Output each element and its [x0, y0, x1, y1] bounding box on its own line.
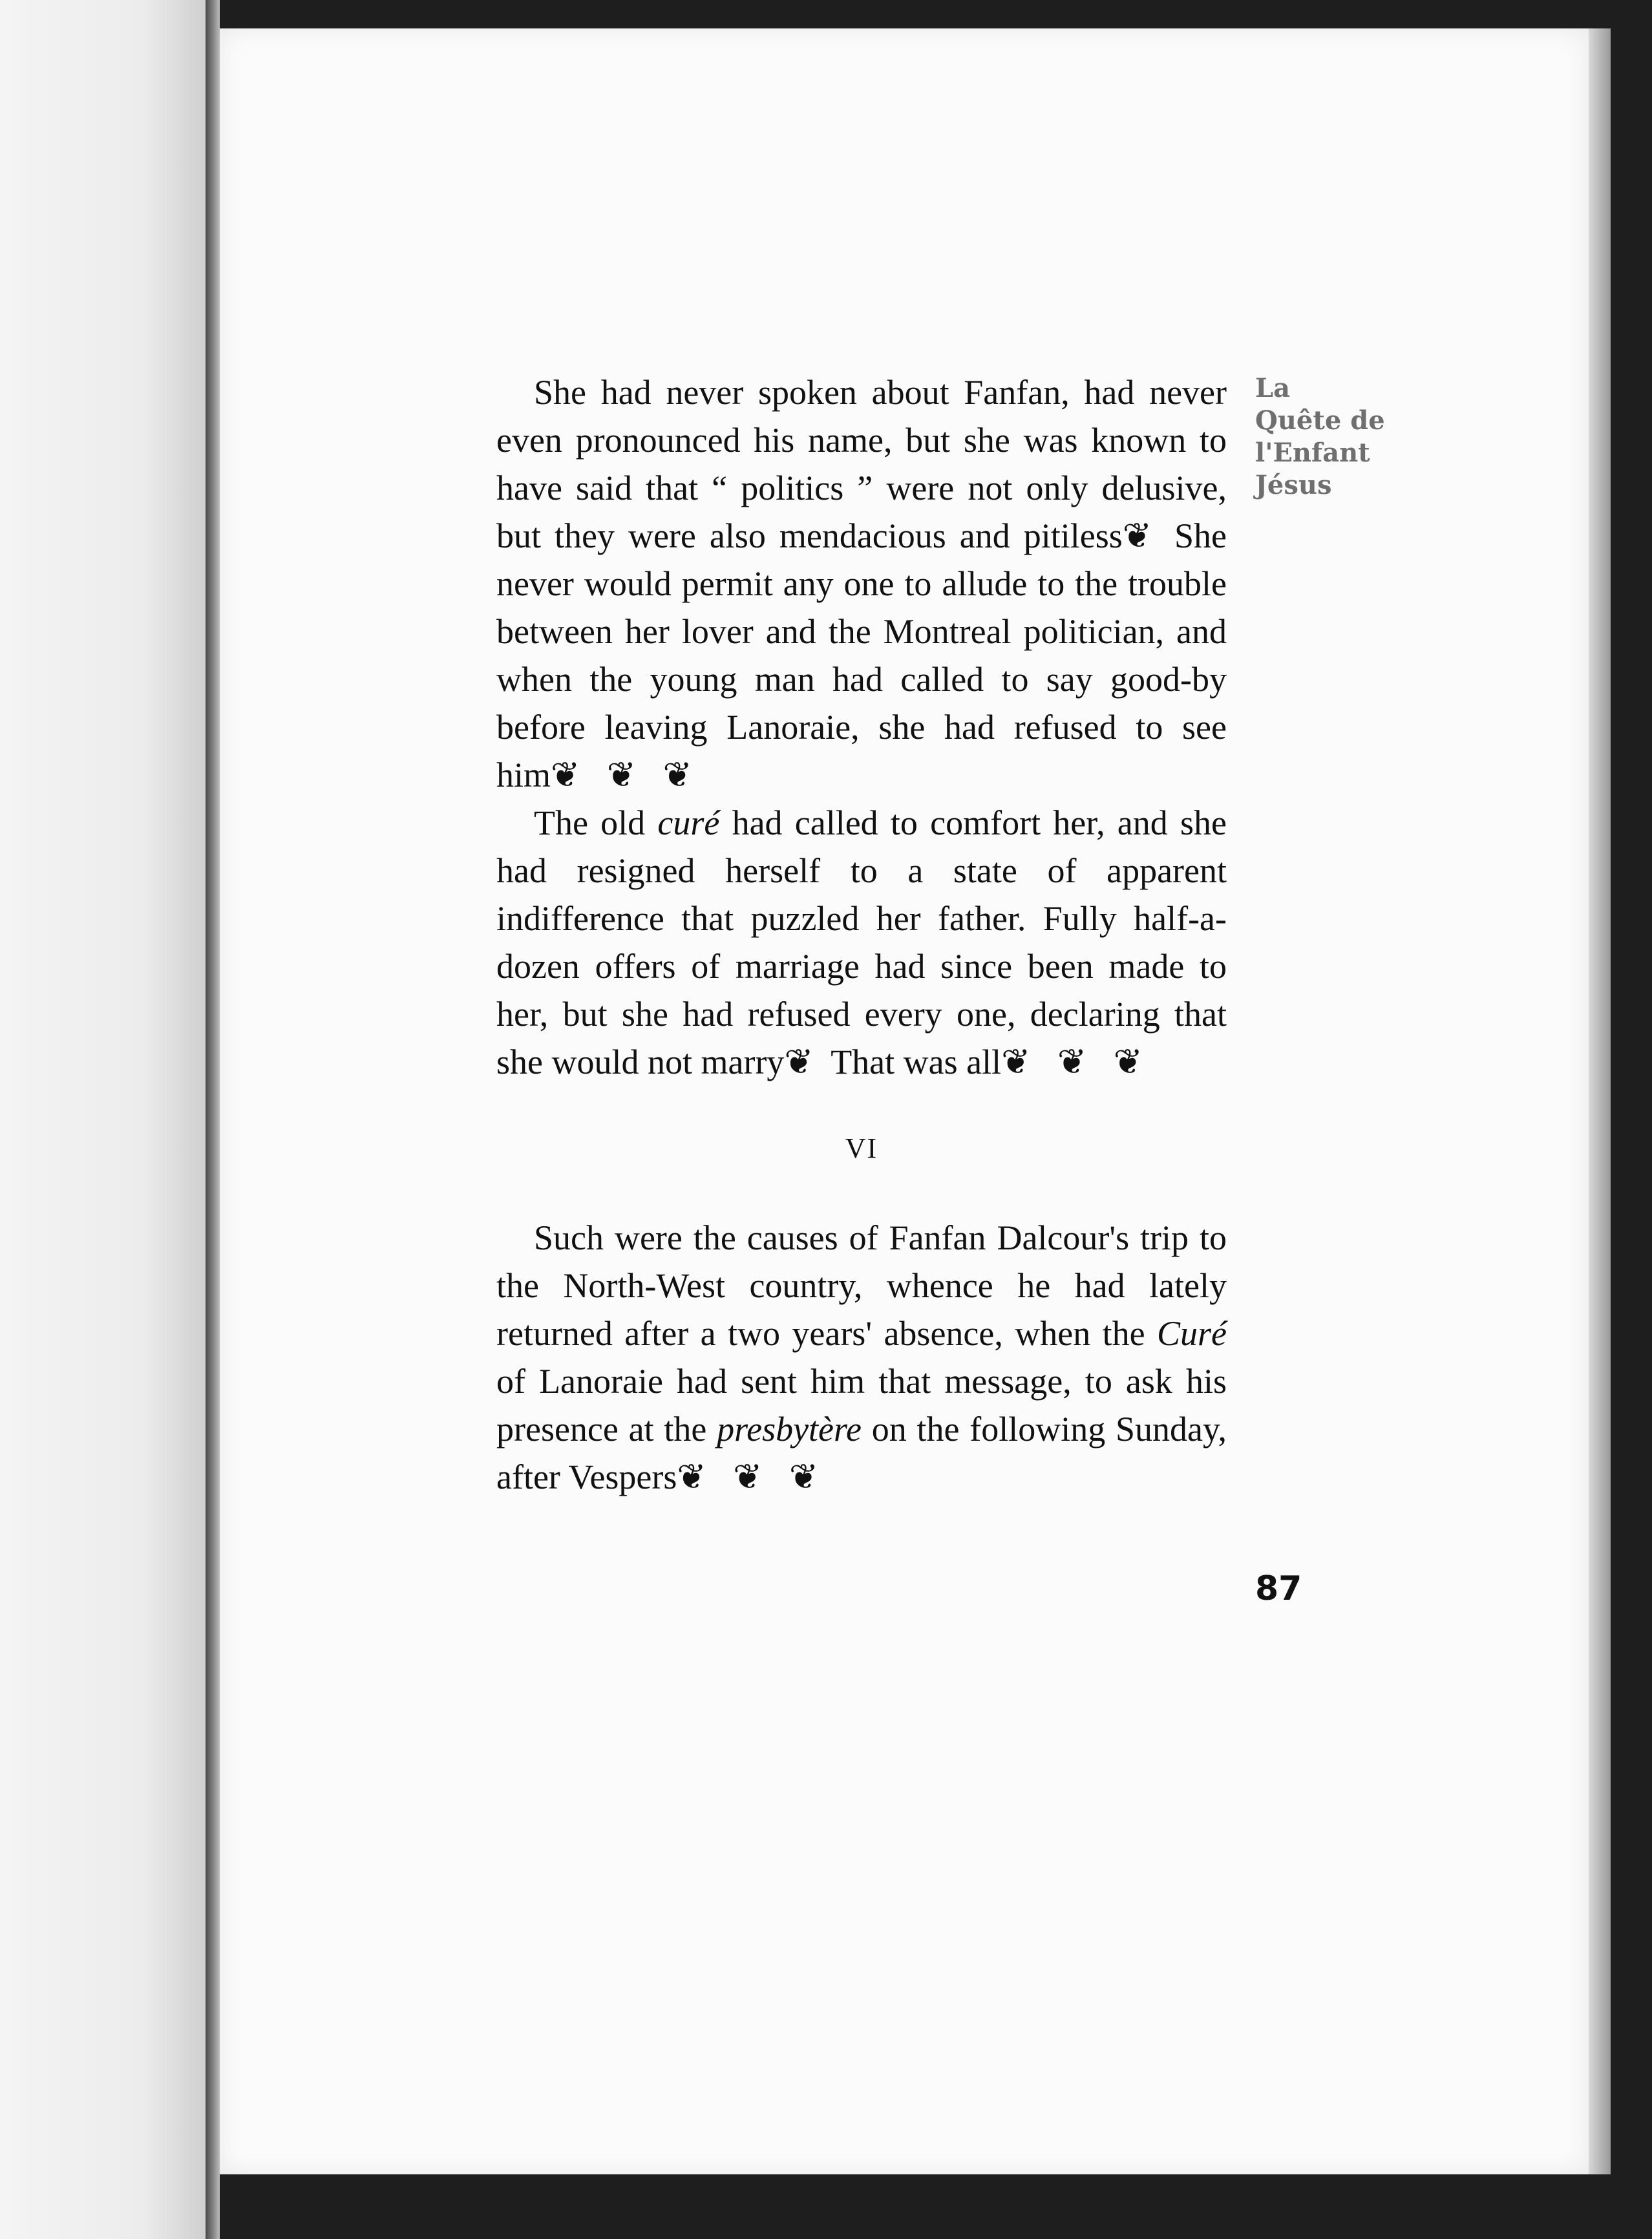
book-gutter — [206, 0, 220, 2239]
running-title-line: Jésus — [1255, 470, 1332, 500]
paragraph-text: The old — [534, 803, 658, 842]
fleuron-icon: ❦ ❦ ❦ — [677, 1458, 828, 1496]
section-numeral: VI — [845, 1132, 878, 1164]
paragraph-text: on the following Sunday, after Vespers — [496, 1410, 1227, 1496]
paragraph-text: of Lanoraie had sent him that message, to ask his presence at the — [496, 1362, 1227, 1448]
paragraph-text: That was all — [822, 1043, 1002, 1081]
running-title-line: Quête de — [1255, 405, 1385, 436]
italic-word: Curé — [1157, 1314, 1227, 1353]
italic-word: presbytère — [717, 1410, 862, 1448]
fleuron-icon: ❦ ❦ ❦ — [551, 756, 701, 794]
page-number: 87 — [1255, 1569, 1302, 1608]
paragraph — [496, 799, 1227, 1086]
italic-word: curé — [657, 803, 720, 842]
fleuron-icon: ❦ ❦ ❦ — [1001, 1043, 1152, 1081]
page-fore-edge — [1589, 28, 1611, 2174]
running-title-line: La — [1255, 373, 1291, 403]
paragraph-text: She never would permit any one to allude to the trouble between her lover and the Montreal politician, and when the young man had called to say good-by before leaving Lanoraie, she had refused to see him — [496, 516, 1227, 794]
paragraph-text: Such were the causes of Fanfan Dalcour's trip to the North-West country, whence he had lately returned after a two years' absence, when the — [496, 1218, 1227, 1353]
fleuron-icon: ❦ — [1122, 516, 1161, 555]
running-title-line: l'Enfant — [1255, 438, 1370, 468]
body-text — [496, 368, 1227, 1501]
paragraph-text: She had never spoken about Fanfan, had never even pronounced his name, but she was known to have said that “ politics ” were not only delusive, but they were also mendacious and pitiless — [496, 373, 1227, 555]
facing-page-edge — [0, 0, 206, 2239]
running-title — [1255, 372, 1384, 502]
paragraph — [496, 368, 1227, 799]
paragraph-text: had called to comfort her, and she had resigned herself to a state of apparent indifference that puzzled her father. Fully half-a-dozen offers of marriage had since been made to her, but she had refused every one, declaring that she would not marry — [496, 803, 1227, 1081]
fleuron-icon: ❦ — [784, 1043, 823, 1081]
paragraph — [496, 1214, 1227, 1501]
